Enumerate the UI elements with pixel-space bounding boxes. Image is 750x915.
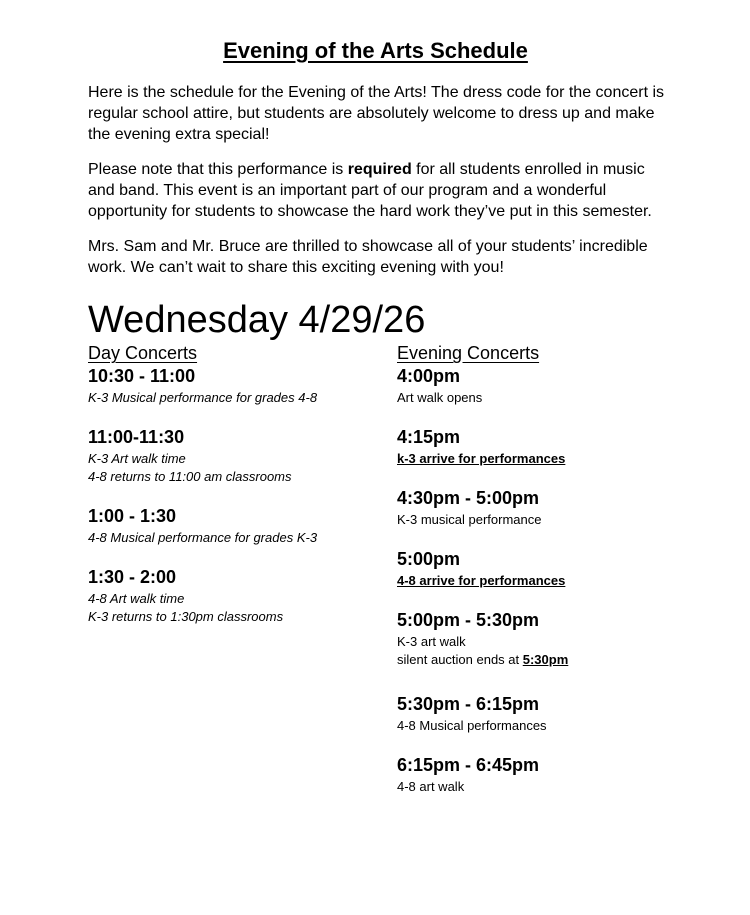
slot-description: 4-8 returns to 11:00 am classrooms bbox=[88, 469, 292, 484]
slot-description: 4-8 Musical performance for grades K-3 bbox=[88, 530, 318, 545]
slot-time: 6:15pm - 6:45pm bbox=[397, 755, 540, 775]
document-title: Evening of the Arts Schedule bbox=[223, 38, 528, 63]
evening-slot bbox=[397, 487, 677, 529]
slot-time: 1:30 - 2:00 bbox=[88, 567, 177, 587]
slot-time: 5:00pm - 5:30pm bbox=[397, 610, 540, 630]
slot-time: 11:00-11:30 bbox=[88, 427, 185, 447]
document-page bbox=[88, 38, 668, 794]
auction-note: silent auction ends at bbox=[397, 652, 523, 667]
slot-time: 4:15pm bbox=[397, 427, 461, 447]
slot-time: 4:30pm - 5:00pm bbox=[397, 488, 540, 508]
slot-description: K-3 musical performance bbox=[397, 512, 542, 527]
evening-slot bbox=[397, 365, 677, 407]
slot-time: 1:00 - 1:30 bbox=[88, 506, 177, 526]
required-paragraph-start: Please note that this performance is bbox=[88, 161, 348, 178]
required-emphasis: required bbox=[347, 161, 412, 178]
slot-description: K-3 Musical performance for grades 4-8 bbox=[88, 390, 318, 405]
evening-slot bbox=[397, 609, 677, 669]
slot-description: K-3 Art walk time bbox=[88, 451, 186, 466]
evening-slot bbox=[397, 548, 677, 590]
slot-time: 5:30pm - 6:15pm bbox=[397, 694, 540, 714]
evening-slot bbox=[397, 754, 677, 796]
slot-time: 5:00pm bbox=[397, 549, 461, 569]
slot-description: 4-8 art walk bbox=[397, 779, 465, 794]
slot-description: K-3 returns to 1:30pm classrooms bbox=[88, 609, 284, 624]
closing-paragraph: Mrs. Sam and Mr. Bruce are thrilled to showcase all of your students’ incredible work. We can’t wait to share this exciting evening with you! bbox=[88, 238, 648, 276]
slot-time: 4:00pm bbox=[397, 366, 461, 386]
slot-description: 4-8 arrive for performances bbox=[397, 573, 566, 588]
slot-description: K-3 art walk bbox=[397, 634, 466, 649]
day-concerts-column bbox=[88, 342, 388, 645]
slot-description: Art walk opens bbox=[397, 390, 483, 405]
required-paragraph-end: for all students enrolled in music and band. This event is an important part of our program and a wonderful opportunity for students to showcase the hard work they’ve put in this semester. bbox=[88, 161, 652, 220]
slot-description: 4-8 Musical performances bbox=[397, 718, 547, 733]
required-paragraph bbox=[88, 159, 668, 222]
evening-concerts-column bbox=[397, 342, 677, 815]
slot-description: k-3 arrive for performances bbox=[397, 451, 566, 466]
evening-slot bbox=[397, 693, 677, 735]
auction-end-time: 5:30pm bbox=[522, 652, 569, 667]
day-slot bbox=[88, 566, 388, 626]
slot-description: 4-8 Art walk time bbox=[88, 591, 185, 606]
evening-slot bbox=[397, 426, 677, 468]
day-slot bbox=[88, 426, 388, 486]
slot-time: 10:30 - 11:00 bbox=[88, 366, 196, 386]
evening-concerts-heading: Evening Concerts bbox=[397, 343, 540, 363]
date-heading: Wednesday 4/29/26 bbox=[88, 299, 426, 341]
day-concerts-heading: Day Concerts bbox=[88, 343, 198, 363]
day-slot bbox=[88, 505, 388, 547]
day-slot bbox=[88, 365, 388, 407]
intro-paragraph: Here is the schedule for the Evening of the Arts! The dress code for the concert is regular school attire, but students are absolutely welcome to dress up and make the evening extra special! bbox=[88, 84, 665, 143]
slot-description bbox=[397, 651, 677, 669]
